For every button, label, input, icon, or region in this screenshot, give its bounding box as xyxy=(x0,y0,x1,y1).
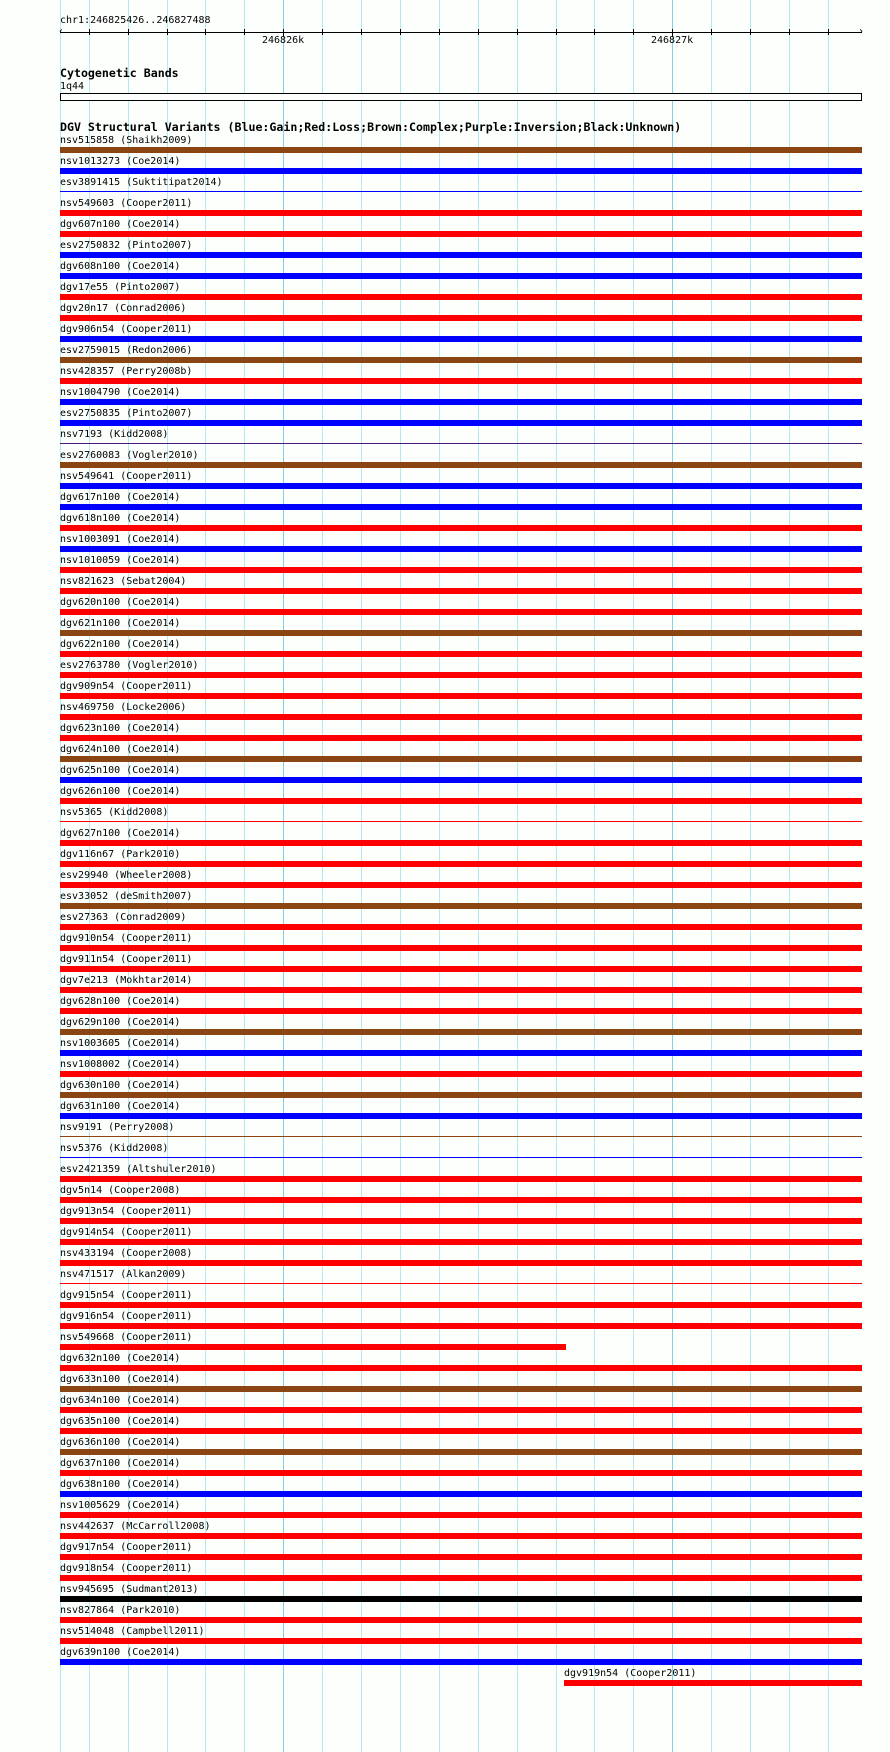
sv-bar-loss[interactable] xyxy=(60,1260,862,1266)
minor-tick xyxy=(400,29,401,35)
sv-feature-label[interactable]: nsv549641 (Cooper2011) xyxy=(60,471,193,482)
sv-feature-label[interactable]: dgv617n100 (Coe2014) xyxy=(60,492,181,503)
sv-bar-loss[interactable] xyxy=(60,1617,862,1623)
minor-gridline xyxy=(828,0,829,1752)
sv-bar-gain[interactable] xyxy=(60,1113,862,1119)
sv-bar-loss[interactable] xyxy=(60,1283,862,1284)
sv-feature-label[interactable]: dgv607n100 (Coe2014) xyxy=(60,219,181,230)
sv-feature-label[interactable]: dgv918n54 (Cooper2011) xyxy=(60,1563,193,1574)
sv-feature-label[interactable]: esv2759015 (Redon2006) xyxy=(60,345,193,356)
sv-feature-label[interactable]: dgv914n54 (Cooper2011) xyxy=(60,1227,193,1238)
sv-bar-complex[interactable] xyxy=(60,1029,862,1035)
ruler-location: chr1:246825426..246827488 xyxy=(60,15,211,26)
sv-feature-label[interactable]: dgv917n54 (Cooper2011) xyxy=(60,1542,193,1553)
sv-bar-gain[interactable] xyxy=(60,504,862,510)
sv-bar-complex[interactable] xyxy=(60,630,862,636)
sv-bar-gain[interactable] xyxy=(60,1659,862,1665)
sv-feature-label[interactable]: dgv911n54 (Cooper2011) xyxy=(60,954,193,965)
ruler-tick-label: 246827k xyxy=(651,35,694,46)
sv-bar-loss[interactable] xyxy=(60,1197,862,1203)
minor-gridline xyxy=(244,0,245,1752)
sv-bar-complex[interactable] xyxy=(60,147,862,153)
sv-bar-gain[interactable] xyxy=(60,1491,862,1497)
sv-bar-complex[interactable] xyxy=(60,1386,862,1392)
sv-feature-label[interactable]: nsv442637 (McCarroll2008) xyxy=(60,1521,211,1532)
sv-bar-loss[interactable] xyxy=(60,1008,862,1014)
sv-bar-gain[interactable] xyxy=(60,191,862,192)
sv-feature-label[interactable]: dgv632n100 (Coe2014) xyxy=(60,1353,181,1364)
sv-bar-gain[interactable] xyxy=(60,1050,862,1056)
minor-gridline xyxy=(750,0,751,1752)
sv-bar-loss[interactable] xyxy=(60,861,862,867)
sv-bar-loss[interactable] xyxy=(60,609,862,615)
sv-feature-label[interactable]: nsv471517 (Alkan2009) xyxy=(60,1269,187,1280)
sv-feature-label[interactable]: dgv608n100 (Coe2014) xyxy=(60,261,181,272)
sv-feature-label[interactable]: dgv620n100 (Coe2014) xyxy=(60,597,181,608)
minor-tick xyxy=(633,29,634,35)
arrow-left-icon: ‹ xyxy=(58,26,65,37)
sv-bar-loss[interactable] xyxy=(60,821,862,822)
minor-gridline xyxy=(322,0,323,1752)
ruler-tick-label: 246826k xyxy=(262,35,305,46)
sv-feature-label[interactable]: dgv637n100 (Coe2014) xyxy=(60,1458,181,1469)
minor-gridline xyxy=(517,0,518,1752)
sv-feature-label[interactable]: dgv910n54 (Cooper2011) xyxy=(60,933,193,944)
sv-feature-label[interactable]: nsv1010059 (Coe2014) xyxy=(60,555,181,566)
sv-feature-label[interactable]: dgv628n100 (Coe2014) xyxy=(60,996,181,1007)
sv-bar-gain[interactable] xyxy=(60,399,862,405)
sv-bar-loss[interactable] xyxy=(60,987,862,993)
sv-feature-label[interactable]: esv3891415 (Suktitipat2014) xyxy=(60,177,223,188)
sv-bar-loss[interactable] xyxy=(60,924,862,930)
minor-tick xyxy=(478,29,479,35)
sv-feature-label[interactable]: nsv827864 (Park2010) xyxy=(60,1605,181,1616)
sv-bar-loss[interactable] xyxy=(60,588,862,594)
sv-bar-loss[interactable] xyxy=(60,210,862,216)
sv-bar-loss[interactable] xyxy=(60,525,862,531)
minor-gridline xyxy=(478,0,479,1752)
sv-bar-loss[interactable] xyxy=(60,378,862,384)
sv-bar-loss[interactable] xyxy=(60,882,862,888)
sv-feature-label[interactable]: esv2421359 (Altshuler2010) xyxy=(60,1164,217,1175)
minor-tick xyxy=(556,29,557,35)
minor-tick xyxy=(167,29,168,35)
sv-feature-label[interactable]: dgv915n54 (Cooper2011) xyxy=(60,1290,193,1301)
sv-bar-loss[interactable] xyxy=(60,1344,566,1350)
sv-feature-label[interactable]: dgv638n100 (Coe2014) xyxy=(60,1479,181,1490)
sv-feature-label[interactable]: nsv514048 (Campbell2011) xyxy=(60,1626,205,1637)
sv-feature-label[interactable]: nsv1005629 (Coe2014) xyxy=(60,1500,181,1511)
sv-bar-loss[interactable] xyxy=(60,945,862,951)
sv-feature-label[interactable]: dgv621n100 (Coe2014) xyxy=(60,618,181,629)
sv-bar-loss[interactable] xyxy=(60,840,862,846)
sv-feature-label[interactable]: nsv1003605 (Coe2014) xyxy=(60,1038,181,1049)
sv-feature-label[interactable]: dgv626n100 (Coe2014) xyxy=(60,786,181,797)
sv-feature-label[interactable]: dgv116n67 (Park2010) xyxy=(60,849,181,860)
sv-bar-loss[interactable] xyxy=(60,966,862,972)
sv-bar-loss[interactable] xyxy=(60,1575,862,1581)
sv-feature-label[interactable]: esv33052 (deSmith2007) xyxy=(60,891,193,902)
cytoband-label: 1q44 xyxy=(60,81,85,92)
sv-feature-label[interactable]: dgv909n54 (Cooper2011) xyxy=(60,681,193,692)
sv-feature-label[interactable]: esv2750835 (Pinto2007) xyxy=(60,408,193,419)
sv-bar-loss[interactable] xyxy=(60,1638,862,1644)
sv-bar-gain[interactable] xyxy=(60,1157,862,1158)
sv-bar-inversion[interactable] xyxy=(60,443,862,444)
sv-track-title: DGV Structural Variants (Blue:Gain;Red:Loss;Brown:Complex;Purple:Inversion;Black:Unknown) xyxy=(60,120,682,134)
sv-bar-loss[interactable] xyxy=(60,1071,862,1077)
sv-feature-label[interactable]: dgv916n54 (Cooper2011) xyxy=(60,1311,193,1322)
sv-bar-complex[interactable] xyxy=(60,357,862,363)
sv-bar-unknown[interactable] xyxy=(60,1596,862,1602)
sv-bar-gain[interactable] xyxy=(60,336,862,342)
sv-bar-loss[interactable] xyxy=(60,1218,862,1224)
minor-tick xyxy=(517,29,518,35)
sv-bar-complex[interactable] xyxy=(60,1092,862,1098)
minor-tick xyxy=(89,29,90,35)
minor-tick xyxy=(244,29,245,35)
sv-bar-loss[interactable] xyxy=(60,714,862,720)
sv-feature-label[interactable]: dgv635n100 (Coe2014) xyxy=(60,1416,181,1427)
minor-tick xyxy=(205,29,206,35)
minor-tick xyxy=(128,29,129,35)
sv-feature-label[interactable]: nsv515858 (Shaikh2009) xyxy=(60,135,193,146)
sv-feature-label[interactable]: dgv17e55 (Pinto2007) xyxy=(60,282,181,293)
sv-bar-gain[interactable] xyxy=(60,252,862,258)
sv-feature-label[interactable]: dgv634n100 (Coe2014) xyxy=(60,1395,181,1406)
minor-tick xyxy=(322,29,323,35)
sv-bar-loss[interactable] xyxy=(60,1470,862,1476)
sv-feature-label[interactable]: dgv618n100 (Coe2014) xyxy=(60,513,181,524)
sv-feature-label[interactable]: esv29940 (Wheeler2008) xyxy=(60,870,193,881)
sv-bar-loss[interactable] xyxy=(60,1302,862,1308)
arrow-right-icon: › xyxy=(858,26,865,37)
minor-gridline xyxy=(361,0,362,1752)
sv-bar-loss[interactable] xyxy=(60,1176,862,1182)
minor-tick xyxy=(711,29,712,35)
ruler-line xyxy=(60,32,862,33)
sv-feature-label[interactable]: dgv629n100 (Coe2014) xyxy=(60,1017,181,1028)
sv-bar-complex[interactable] xyxy=(60,756,862,762)
sv-bar-loss[interactable] xyxy=(60,1512,862,1518)
sv-bar-loss[interactable] xyxy=(60,567,862,573)
sv-bar-complex[interactable] xyxy=(60,903,862,909)
sv-feature-label[interactable]: dgv5n14 (Cooper2008) xyxy=(60,1185,181,1196)
sv-feature-label[interactable]: dgv633n100 (Coe2014) xyxy=(60,1374,181,1385)
major-gridline xyxy=(283,0,284,1752)
sv-feature-label[interactable]: dgv627n100 (Coe2014) xyxy=(60,828,181,839)
sv-feature-label[interactable]: nsv469750 (Locke2006) xyxy=(60,702,187,713)
sv-feature-label[interactable]: dgv906n54 (Cooper2011) xyxy=(60,324,193,335)
minor-gridline xyxy=(594,0,595,1752)
sv-bar-complex[interactable] xyxy=(60,1449,862,1455)
sv-feature-label[interactable]: dgv639n100 (Coe2014) xyxy=(60,1647,181,1658)
sv-feature-label[interactable]: esv2760083 (Vogler2010) xyxy=(60,450,199,461)
minor-tick xyxy=(361,29,362,35)
sv-feature-label[interactable]: dgv625n100 (Coe2014) xyxy=(60,765,181,776)
sv-feature-label[interactable]: nsv433194 (Cooper2008) xyxy=(60,1248,193,1259)
sv-bar-gain[interactable] xyxy=(60,273,862,279)
sv-bar-complex[interactable] xyxy=(60,462,862,468)
sv-bar-loss[interactable] xyxy=(60,1239,862,1245)
sv-bar-loss[interactable] xyxy=(60,735,862,741)
sv-bar-loss[interactable] xyxy=(60,1428,862,1434)
minor-gridline xyxy=(439,0,440,1752)
sv-feature-label[interactable]: nsv9191 (Perry2008) xyxy=(60,1122,175,1133)
sv-bar-loss[interactable] xyxy=(60,1407,862,1413)
minor-gridline xyxy=(633,0,634,1752)
sv-bar-loss[interactable] xyxy=(60,1365,862,1371)
sv-bar-gain[interactable] xyxy=(60,483,862,489)
sv-feature-label[interactable]: dgv622n100 (Coe2014) xyxy=(60,639,181,650)
sv-feature-label[interactable]: nsv945695 (Sudmant2013) xyxy=(60,1584,199,1595)
sv-bar-loss[interactable] xyxy=(60,231,862,237)
sv-feature-label[interactable]: nsv7193 (Kidd2008) xyxy=(60,429,169,440)
sv-feature-label[interactable]: esv2750832 (Pinto2007) xyxy=(60,240,193,251)
sv-feature-label[interactable]: dgv624n100 (Coe2014) xyxy=(60,744,181,755)
sv-feature-label[interactable]: dgv919n54 (Cooper2011) xyxy=(564,1668,697,1679)
cytoband-1q44[interactable] xyxy=(60,93,862,101)
minor-gridline xyxy=(205,0,206,1752)
minor-tick xyxy=(439,29,440,35)
minor-gridline xyxy=(789,0,790,1752)
sv-bar-loss[interactable] xyxy=(60,798,862,804)
sv-feature-label[interactable]: dgv7e213 (Mokhtar2014) xyxy=(60,975,193,986)
sv-feature-label[interactable]: nsv428357 (Perry2008b) xyxy=(60,366,193,377)
sv-bar-gain[interactable] xyxy=(60,777,862,783)
sv-bar-loss[interactable] xyxy=(60,672,862,678)
sv-bar-gain[interactable] xyxy=(60,168,862,174)
sv-feature-label[interactable]: nsv5376 (Kidd2008) xyxy=(60,1143,169,1154)
sv-feature-label[interactable]: nsv1004790 (Coe2014) xyxy=(60,387,181,398)
sv-feature-label[interactable]: nsv549603 (Cooper2011) xyxy=(60,198,193,209)
minor-gridline xyxy=(400,0,401,1752)
sv-feature-label[interactable]: esv2763780 (Vogler2010) xyxy=(60,660,199,671)
sv-bar-complex[interactable] xyxy=(60,1136,862,1137)
major-gridline xyxy=(672,0,673,1752)
minor-tick xyxy=(750,29,751,35)
sv-feature-label[interactable]: esv27363 (Conrad2009) xyxy=(60,912,187,923)
sv-bar-loss[interactable] xyxy=(60,1554,862,1560)
cytoband-track-title: Cytogenetic Bands xyxy=(60,66,179,80)
minor-tick xyxy=(828,29,829,35)
sv-feature-label[interactable]: dgv636n100 (Coe2014) xyxy=(60,1437,181,1448)
sv-bar-loss[interactable] xyxy=(60,315,862,321)
sv-feature-label[interactable]: nsv549668 (Cooper2011) xyxy=(60,1332,193,1343)
sv-feature-label[interactable]: nsv821623 (Sebat2004) xyxy=(60,576,187,587)
sv-bar-loss[interactable] xyxy=(60,1323,862,1329)
sv-feature-label[interactable]: nsv1013273 (Coe2014) xyxy=(60,156,181,167)
minor-gridline xyxy=(556,0,557,1752)
sv-feature-label[interactable]: dgv623n100 (Coe2014) xyxy=(60,723,181,734)
minor-tick xyxy=(789,29,790,35)
sv-bar-loss[interactable] xyxy=(60,693,862,699)
sv-bar-loss[interactable] xyxy=(60,294,862,300)
sv-feature-label[interactable]: nsv1008002 (Coe2014) xyxy=(60,1059,181,1070)
sv-bar-gain[interactable] xyxy=(60,420,862,426)
sv-feature-label[interactable]: dgv630n100 (Coe2014) xyxy=(60,1080,181,1091)
minor-gridline xyxy=(711,0,712,1752)
sv-bar-loss[interactable] xyxy=(60,1533,862,1539)
sv-feature-label[interactable]: nsv5365 (Kidd2008) xyxy=(60,807,169,818)
sv-feature-label[interactable]: dgv20n17 (Conrad2006) xyxy=(60,303,187,314)
sv-bar-gain[interactable] xyxy=(60,546,862,552)
sv-feature-label[interactable]: dgv631n100 (Coe2014) xyxy=(60,1101,181,1112)
sv-feature-label[interactable]: nsv1003091 (Coe2014) xyxy=(60,534,181,545)
sv-bar-loss[interactable] xyxy=(564,1680,862,1686)
sv-bar-loss[interactable] xyxy=(60,651,862,657)
minor-tick xyxy=(594,29,595,35)
sv-feature-label[interactable]: dgv913n54 (Cooper2011) xyxy=(60,1206,193,1217)
